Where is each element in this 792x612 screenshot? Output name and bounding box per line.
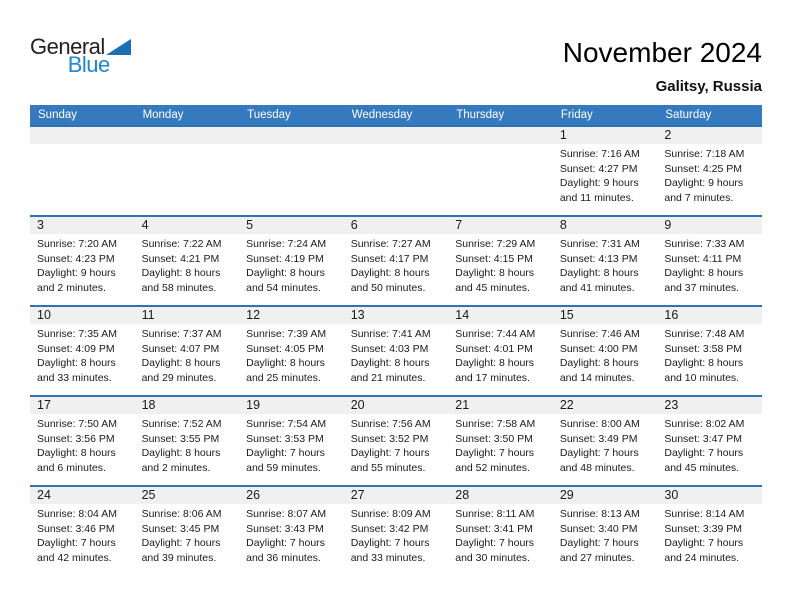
day-details (344, 414, 449, 475)
day-details (30, 234, 135, 295)
day-number: 9 (657, 217, 762, 234)
day-details (344, 504, 449, 565)
sunrise-text: Sunrise: 8:14 AM (664, 508, 745, 520)
day-number: 11 (135, 307, 240, 324)
daylight-text: Daylight: 8 hours (455, 267, 535, 280)
day-number: 28 (448, 487, 553, 504)
week-row-2 (30, 215, 762, 305)
day-details (239, 234, 344, 295)
sunset-text: Sunset: 4:11 PM (664, 252, 742, 265)
day-number: 2 (657, 127, 762, 144)
sunset-text: Sunset: 3:56 PM (37, 432, 115, 445)
day-details (553, 504, 658, 565)
day-details (135, 234, 240, 295)
sunrise-text: Sunrise: 8:00 AM (559, 418, 640, 430)
daylight-text-2: and 45 minutes. (455, 281, 530, 294)
day-details (448, 144, 553, 147)
sunrise-text: Sunrise: 7:24 AM (246, 238, 327, 250)
day-cell-7 (448, 217, 553, 305)
daylight-text: Daylight: 9 hours (664, 177, 744, 190)
day-cell-4 (135, 217, 240, 305)
sunset-text: Sunset: 3:55 PM (141, 432, 220, 445)
daylight-text-2: and 45 minutes. (664, 461, 740, 474)
sunset-text: Sunset: 3:40 PM (559, 522, 638, 535)
sunset-text: Sunset: 4:23 PM (37, 252, 115, 265)
day-cell-11 (135, 307, 240, 395)
daylight-text-2: and 2 minutes. (37, 281, 106, 294)
sunset-text: Sunset: 3:49 PM (559, 432, 638, 445)
daylight-text: Daylight: 8 hours (37, 357, 116, 370)
daylight-text-2: and 25 minutes. (246, 371, 321, 384)
day-details (135, 504, 240, 565)
daylight-text: Daylight: 9 hours (559, 177, 639, 190)
daylight-text-2: and 36 minutes. (246, 551, 321, 564)
daylight-text-2: and 24 minutes. (664, 551, 740, 564)
daylight-text: Daylight: 8 hours (141, 267, 221, 280)
day-cell-17 (30, 397, 135, 485)
day-number: 14 (448, 307, 553, 324)
daylight-text-2: and 33 minutes. (37, 371, 112, 384)
daylight-text-2: and 41 minutes. (559, 281, 635, 294)
sunset-text: Sunset: 3:39 PM (664, 522, 743, 535)
day-number (239, 127, 344, 144)
sunset-text: Sunset: 3:50 PM (455, 432, 533, 445)
daylight-text-2: and 10 minutes. (664, 371, 740, 384)
day-number: 24 (30, 487, 135, 504)
day-number: 25 (135, 487, 240, 504)
day-number: 23 (657, 397, 762, 414)
day-number: 1 (553, 127, 658, 144)
day-number (135, 127, 240, 144)
day-details (135, 324, 240, 385)
daylight-text-2: and 37 minutes. (664, 281, 740, 294)
empty-day-cell (239, 127, 344, 215)
day-details (657, 504, 762, 565)
empty-day-cell (448, 127, 553, 215)
day-cell-13 (344, 307, 449, 395)
daylight-text-2: and 11 minutes. (559, 191, 634, 204)
sunrise-text: Sunrise: 7:33 AM (664, 238, 745, 250)
daylight-text: Daylight: 9 hours (37, 267, 116, 280)
daylight-text-2: and 55 minutes. (350, 461, 426, 474)
day-number: 10 (30, 307, 135, 324)
empty-day-cell (344, 127, 449, 215)
sunrise-text: Sunrise: 8:07 AM (246, 508, 327, 520)
day-cell-22 (553, 397, 658, 485)
calendar-grid (30, 125, 762, 575)
day-details (30, 144, 135, 147)
day-details (239, 414, 344, 475)
daylight-text-2: and 39 minutes. (141, 551, 217, 564)
day-number: 6 (344, 217, 449, 234)
weekday-monday: Monday (142, 109, 184, 121)
day-cell-25 (135, 487, 240, 575)
day-details (553, 324, 658, 385)
calendar (30, 105, 762, 575)
week-row-5 (30, 485, 762, 575)
sunset-text: Sunset: 3:41 PM (455, 522, 533, 535)
day-details (448, 234, 553, 295)
day-cell-2 (657, 127, 762, 215)
daylight-text: Daylight: 7 hours (246, 537, 325, 550)
day-details (553, 144, 658, 205)
sunset-text: Sunset: 4:03 PM (350, 342, 429, 355)
daylight-text-2: and 58 minutes. (141, 281, 217, 294)
day-number: 17 (30, 397, 135, 414)
sunrise-text: Sunrise: 7:41 AM (350, 328, 431, 340)
sunset-text: Sunset: 4:01 PM (455, 342, 533, 355)
sunrise-text: Sunrise: 7:16 AM (559, 148, 640, 160)
day-cell-3 (30, 217, 135, 305)
daylight-text: Daylight: 8 hours (246, 267, 325, 280)
sunset-text: Sunset: 4:21 PM (141, 252, 220, 265)
daylight-text-2: and 30 minutes. (455, 551, 530, 564)
day-number: 18 (135, 397, 240, 414)
daylight-text: Daylight: 7 hours (37, 537, 116, 550)
weekday-saturday: Saturday (665, 109, 712, 121)
day-cell-18 (135, 397, 240, 485)
daylight-text-2: and 52 minutes. (455, 461, 530, 474)
day-cell-30 (657, 487, 762, 575)
day-details (553, 234, 658, 295)
sunset-text: Sunset: 3:52 PM (350, 432, 429, 445)
empty-day-cell (30, 127, 135, 215)
day-details (239, 324, 344, 385)
page-header (0, 0, 792, 105)
day-details (30, 504, 135, 565)
sunrise-text: Sunrise: 7:22 AM (141, 238, 222, 250)
sunset-text: Sunset: 3:45 PM (141, 522, 220, 535)
daylight-text-2: and 14 minutes. (559, 371, 635, 384)
day-number: 19 (239, 397, 344, 414)
daylight-text: Daylight: 8 hours (246, 357, 325, 370)
day-details (135, 414, 240, 475)
location-subtitle: Galitsy, Russia (655, 77, 762, 95)
sunset-text: Sunset: 4:09 PM (37, 342, 115, 355)
day-number: 29 (553, 487, 658, 504)
day-details (135, 144, 240, 147)
weekday-header-row (30, 105, 762, 125)
day-details (657, 324, 762, 385)
day-cell-24 (30, 487, 135, 575)
sunset-text: Sunset: 3:58 PM (664, 342, 743, 355)
weekday-wednesday: Wednesday (351, 109, 413, 121)
general-blue-logo (30, 36, 131, 76)
daylight-text: Daylight: 8 hours (664, 357, 744, 370)
daylight-text: Daylight: 7 hours (246, 447, 325, 460)
day-details (448, 414, 553, 475)
sunset-text: Sunset: 4:05 PM (246, 342, 324, 355)
daylight-text: Daylight: 8 hours (141, 447, 221, 460)
sunrise-text: Sunrise: 7:44 AM (455, 328, 536, 340)
sunrise-text: Sunrise: 8:06 AM (141, 508, 222, 520)
sunset-text: Sunset: 3:42 PM (350, 522, 429, 535)
title-block (563, 38, 762, 95)
sunrise-text: Sunrise: 7:27 AM (350, 238, 431, 250)
day-cell-28 (448, 487, 553, 575)
day-details (553, 414, 658, 475)
day-details (657, 234, 762, 295)
sunset-text: Sunset: 3:46 PM (37, 522, 115, 535)
day-number: 12 (239, 307, 344, 324)
day-cell-9 (657, 217, 762, 305)
day-number (448, 127, 553, 144)
sunrise-text: Sunrise: 7:58 AM (455, 418, 536, 430)
day-details (657, 144, 762, 205)
day-cell-26 (239, 487, 344, 575)
day-cell-12 (239, 307, 344, 395)
daylight-text: Daylight: 7 hours (559, 537, 639, 550)
weekday-tuesday: Tuesday (247, 109, 291, 121)
sunrise-text: Sunrise: 8:11 AM (455, 508, 535, 520)
weekday-friday: Friday (560, 109, 593, 121)
day-details (448, 504, 553, 565)
sunrise-text: Sunrise: 7:50 AM (37, 418, 117, 430)
daylight-text-2: and 29 minutes. (141, 371, 217, 384)
weekday-thursday: Thursday (456, 109, 505, 121)
empty-day-cell (135, 127, 240, 215)
daylight-text-2: and 59 minutes. (246, 461, 321, 474)
sunset-text: Sunset: 4:00 PM (559, 342, 638, 355)
day-details (344, 144, 449, 147)
day-number (344, 127, 449, 144)
day-number: 3 (30, 217, 135, 234)
daylight-text: Daylight: 7 hours (141, 537, 221, 550)
day-cell-10 (30, 307, 135, 395)
page-title: November 2024 (562, 37, 762, 68)
day-details (30, 324, 135, 385)
daylight-text-2: and 50 minutes. (350, 281, 426, 294)
daylight-text: Daylight: 7 hours (559, 447, 639, 460)
day-cell-19 (239, 397, 344, 485)
sunrise-text: Sunrise: 7:48 AM (664, 328, 745, 340)
day-details (344, 234, 449, 295)
daylight-text: Daylight: 8 hours (350, 267, 430, 280)
day-number: 21 (448, 397, 553, 414)
sunrise-text: Sunrise: 7:52 AM (141, 418, 222, 430)
day-cell-16 (657, 307, 762, 395)
sunrise-text: Sunrise: 8:09 AM (350, 508, 431, 520)
week-row-3 (30, 305, 762, 395)
sunset-text: Sunset: 4:17 PM (350, 252, 429, 265)
day-number: 8 (553, 217, 658, 234)
sunrise-text: Sunrise: 8:13 AM (559, 508, 640, 520)
daylight-text: Daylight: 8 hours (350, 357, 430, 370)
day-details (30, 414, 135, 475)
day-number: 26 (239, 487, 344, 504)
logo-word-blue: Blue (67, 52, 110, 77)
sunrise-text: Sunrise: 7:56 AM (350, 418, 431, 430)
day-number: 27 (344, 487, 449, 504)
daylight-text: Daylight: 7 hours (455, 447, 535, 460)
day-details (239, 504, 344, 565)
day-number: 5 (239, 217, 344, 234)
daylight-text: Daylight: 8 hours (455, 357, 535, 370)
sunrise-text: Sunrise: 8:02 AM (664, 418, 745, 430)
daylight-text-2: and 7 minutes. (664, 191, 734, 204)
sunrise-text: Sunrise: 7:37 AM (141, 328, 222, 340)
day-number: 7 (448, 217, 553, 234)
daylight-text-2: and 48 minutes. (559, 461, 635, 474)
day-cell-8 (553, 217, 658, 305)
sunrise-text: Sunrise: 7:20 AM (37, 238, 117, 250)
day-cell-29 (553, 487, 658, 575)
day-number (30, 127, 135, 144)
day-number: 30 (657, 487, 762, 504)
week-row-4 (30, 395, 762, 485)
daylight-text-2: and 27 minutes. (559, 551, 635, 564)
day-cell-6 (344, 217, 449, 305)
sunrise-text: Sunrise: 7:18 AM (664, 148, 745, 160)
daylight-text-2: and 6 minutes. (37, 461, 106, 474)
day-number: 22 (553, 397, 658, 414)
sunrise-text: Sunrise: 7:46 AM (559, 328, 640, 340)
day-number: 13 (344, 307, 449, 324)
day-number: 20 (344, 397, 449, 414)
daylight-text: Daylight: 7 hours (350, 537, 430, 550)
sunrise-text: Sunrise: 7:54 AM (246, 418, 327, 430)
daylight-text-2: and 42 minutes. (37, 551, 112, 564)
weekday-sunday: Sunday (38, 109, 78, 121)
sunset-text: Sunset: 4:27 PM (559, 162, 638, 175)
sunset-text: Sunset: 4:25 PM (664, 162, 743, 175)
sunrise-text: Sunrise: 7:31 AM (559, 238, 640, 250)
daylight-text: Daylight: 7 hours (664, 447, 744, 460)
day-details (448, 324, 553, 385)
daylight-text: Daylight: 8 hours (141, 357, 221, 370)
day-number: 16 (657, 307, 762, 324)
logo-word-general: General (30, 34, 105, 59)
day-cell-20 (344, 397, 449, 485)
day-number: 4 (135, 217, 240, 234)
daylight-text-2: and 17 minutes. (455, 371, 530, 384)
day-details (657, 414, 762, 475)
daylight-text: Daylight: 7 hours (664, 537, 744, 550)
day-cell-1 (553, 127, 658, 215)
day-cell-14 (448, 307, 553, 395)
daylight-text: Daylight: 8 hours (37, 447, 116, 460)
day-cell-5 (239, 217, 344, 305)
daylight-text: Daylight: 8 hours (559, 357, 639, 370)
day-cell-23 (657, 397, 762, 485)
daylight-text: Daylight: 8 hours (559, 267, 639, 280)
day-cell-21 (448, 397, 553, 485)
sunset-text: Sunset: 4:19 PM (246, 252, 324, 265)
sunset-text: Sunset: 3:43 PM (246, 522, 324, 535)
sunset-text: Sunset: 3:53 PM (246, 432, 324, 445)
sunrise-text: Sunrise: 7:29 AM (455, 238, 536, 250)
day-number: 15 (553, 307, 658, 324)
daylight-text-2: and 33 minutes. (350, 551, 426, 564)
daylight-text-2: and 21 minutes. (350, 371, 426, 384)
sunset-text: Sunset: 3:47 PM (664, 432, 743, 445)
day-details (239, 144, 344, 147)
sunrise-text: Sunrise: 8:04 AM (37, 508, 117, 520)
day-cell-27 (344, 487, 449, 575)
day-cell-15 (553, 307, 658, 395)
sunset-text: Sunset: 4:13 PM (559, 252, 638, 265)
day-details (344, 324, 449, 385)
daylight-text: Daylight: 8 hours (664, 267, 744, 280)
week-row-1 (30, 125, 762, 215)
daylight-text: Daylight: 7 hours (455, 537, 535, 550)
daylight-text-2: and 54 minutes. (246, 281, 321, 294)
sunset-text: Sunset: 4:07 PM (141, 342, 220, 355)
daylight-text-2: and 2 minutes. (141, 461, 211, 474)
daylight-text: Daylight: 7 hours (350, 447, 430, 460)
sunset-text: Sunset: 4:15 PM (455, 252, 533, 265)
sunrise-text: Sunrise: 7:39 AM (246, 328, 327, 340)
sunrise-text: Sunrise: 7:35 AM (37, 328, 117, 340)
